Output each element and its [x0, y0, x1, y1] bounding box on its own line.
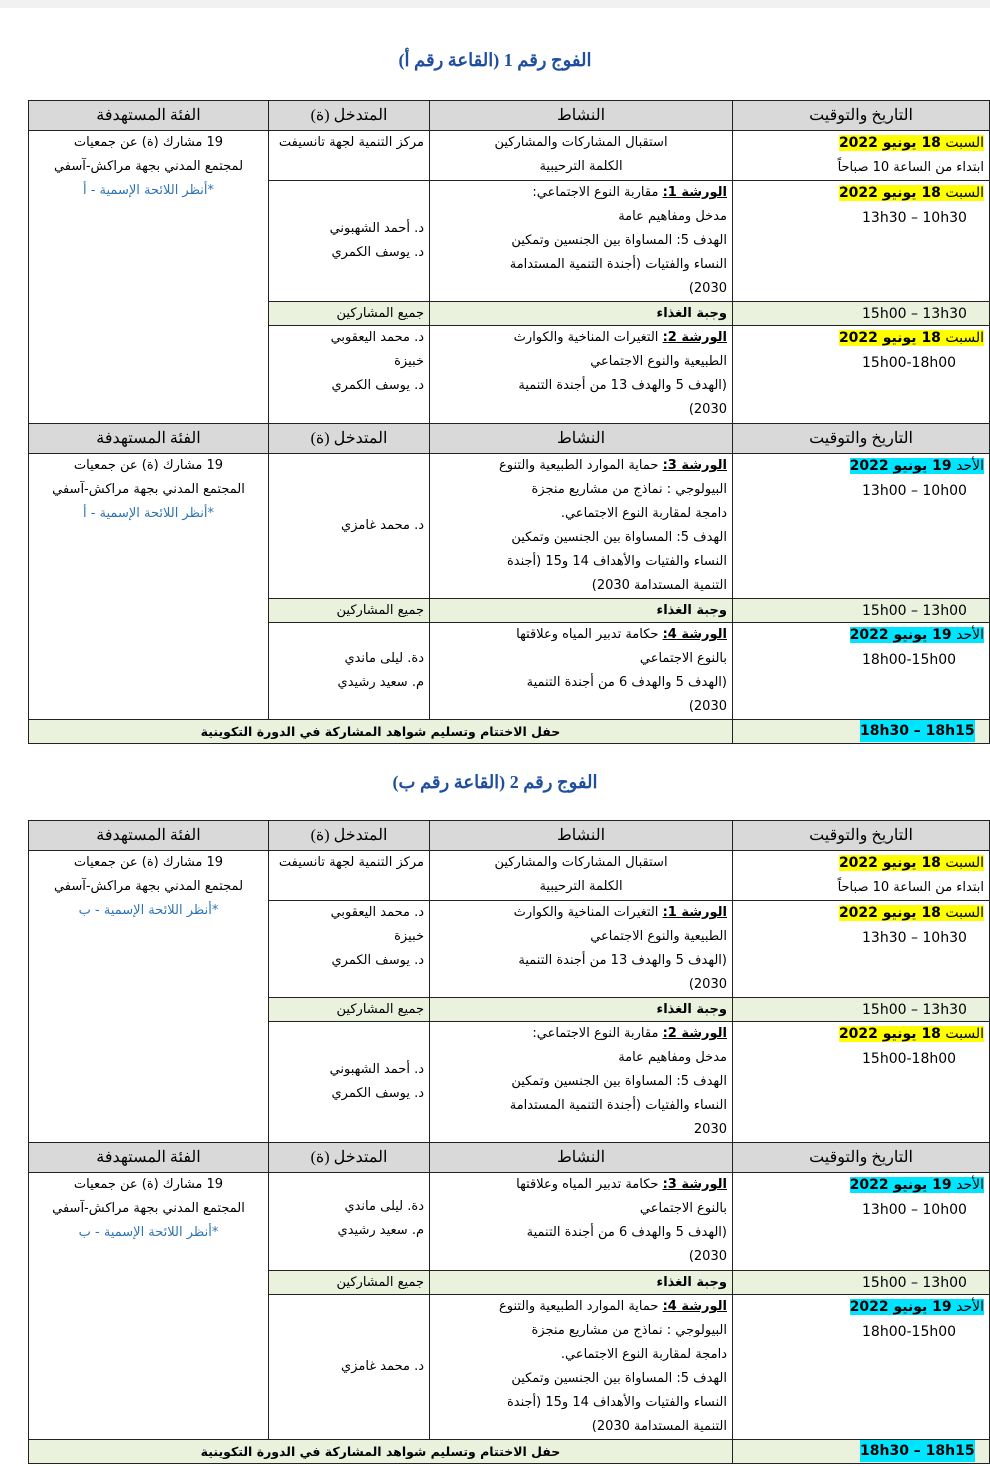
workshop-2-row: السبت 18 يونيو 2022 15h00-18h00 الورشة 2: مقاربة النوع الاجتماعي: مدخل ومفاهيم عامة الهدف 5: المساواة بين الجنسين وتمكين النساء والفتيات (أجندة التنمية المستدامة 2030 د. أحمد الشهبوني د. يوسف الكمري: [29, 1022, 990, 1143]
lunch-row: 15h00 – 13h30 وجبة الغذاء جميع المشاركين: [29, 998, 990, 1022]
workshop-3-date-cell: الأحد 19 يونيو 2022 13h00 – 10h00: [733, 454, 990, 599]
opening-activity-cell: استقبال المشاركات والمشاركين الكلمة الترحيبية: [430, 131, 733, 181]
workshop-2-speakers: د. محمد اليعقوبي خبيزة د. يوسف الكمري: [269, 326, 430, 424]
workshop-3-row: الأحد 19 يونيو 2022 13h00 – 10h00 الورشة 3: حكامة تدبير المياه وعلاقتها بالنوع الاجتماعي (الهدف 5 والهدف 6 من أجندة التنمية 2030) دة. ليلى ماندي م. سعيد رشيدي 19 مشارك (ة) عن جمعيات المجتمع المدني بجهة مراكش-آسفي *أنظر اللائحة الإسمية - ب: [29, 1173, 990, 1271]
target-group-2: 19 مشارك (ة) عن جمعيات المجتمع المدني بجهة مراكش-آسفي *أنظر اللائحة الإسمية - أ: [29, 454, 269, 720]
closing-time: 18h30 – 18h15: [860, 720, 975, 742]
lunch-row: 15h00 – 13h00 وجبة الغذاء جميع المشاركين: [29, 1271, 990, 1295]
table-header-row: التاريخ والتوقيت النشاط المتدخل (ة) الفئة المستهدفة: [29, 424, 990, 454]
workshop-2-activity: الورشة 2: التغيرات المناخية والكوارث الطبيعية والنوع الاجتماعي (الهدف 5 والهدف 13 من أجندة التنمية 2030): [430, 326, 733, 424]
workshop-3-speakers: د. محمد غامزي: [269, 454, 430, 599]
workshop-1-time: 13h30 – 10h30: [862, 210, 967, 226]
closing-row: [29, 720, 990, 744]
closing-row: 18h30 – 18h15 حفل الاختتام وتسليم شواهد المشاركة في الدورة التكوينية: [29, 1440, 990, 1464]
workshop-3-row: [29, 454, 990, 599]
opening-date-cell: [733, 131, 990, 181]
workshop-4-date-cell: الأحد 19 يونيو 2022 18h00-15h00: [733, 623, 990, 720]
header-target: الفئة المستهدفة: [29, 101, 269, 131]
date-highlight: السبت 18 يونيو 2022: [838, 135, 984, 151]
target-group-2: 19 مشارك (ة) عن جمعيات المجتمع المدني بجهة مراكش-آسفي *أنظر اللائحة الإسمية - ب: [29, 1173, 269, 1440]
table-header-row: [29, 101, 990, 131]
workshop-4-activity: الورشة 4: حكامة تدبير المياه وعلاقتها بالنوع الاجتماعي (الهدف 5 والهدف 6 من أجندة التنمية 2030): [430, 623, 733, 720]
workshop-4-speakers: دة. ليلى ماندي م. سعيد رشيدي: [269, 623, 430, 720]
workshop-1-speakers: د. أحمد الشهبوني د. يوسف الكمري: [269, 181, 430, 302]
opening-time: ابتداء من الساعة 10 صباحاً: [837, 160, 984, 175]
section1-title: الفوج رقم 1 (القاعة رقم أ): [398, 50, 592, 70]
header-activity: النشاط: [430, 101, 733, 131]
closing-text: حفل الاختتام وتسليم شواهد المشاركة في الدورة التكوينية: [29, 720, 733, 744]
table-header-row: التاريخ والتوقيت النشاط المتدخل (ة) الفئة المستهدفة: [29, 821, 990, 851]
workshop-1-date-cell: السبت 18 يونيو 2022 13h30 – 10h30: [733, 181, 990, 302]
section1-table: [28, 100, 990, 744]
target-group-1: 19 مشارك (ة) عن جمعيات لمجتمع المدني بجهة مراكش-آسفي *أنظر اللائحة الإسمية - أ: [29, 131, 269, 424]
target-group-1: 19 مشارك (ة) عن جمعيات لمجتمع المدني بجهة مراكش-آسفي *أنظر اللائحة الإسمية - ب: [29, 851, 269, 1143]
opening-speaker: مركز التنمية لجهة تانسيفت: [269, 131, 430, 181]
opening-row: [29, 131, 990, 181]
workshop-1-row: السبت 18 يونيو 2022 13h30 – 10h30 الورشة 1: التغيرات المناخية والكوارث الطبيعية والنوع الاجتماعي (الهدف 5 والهدف 13 من أجندة التنمية 2030) د. محمد اليعقوبي خبيزة د. يوسف الكمري: [29, 901, 990, 998]
workshop-4-row: الأحد 19 يونيو 2022 18h00-15h00 الورشة 4: حماية الموارد الطبيعية والتنوع البيولوجي : نماذج من مشاريع منجزة دامجة لمقاربة النوع الاجتماعي. الهدف 5: المساواة بين الجنسين وتمكين النساء والفتيات والأهداف 14 و15 (أجندة التنمية المستدامة 2030) د. محمد غامزي: [29, 1295, 990, 1440]
workshop-3-activity: الورشة 3: حماية الموارد الطبيعية والتنوع البيولوجي : نماذج من مشاريع منجزة دامجة لمقاربة النوع الاجتماعي. الهدف 5: المساواة بين الجنسين وتمكين النساء والفتيات والأهداف 14 و15 (أجندة التنمية المستدامة 2030): [430, 454, 733, 599]
top-strip: [0, 0, 990, 8]
workshop-2-date-cell: السبت 18 يونيو 2022 15h00-18h00: [733, 326, 990, 424]
header-date: التاريخ والتوقيت: [733, 101, 990, 131]
lunch-row: 15h00 – 13h00 وجبة الغذاء جميع المشاركين: [29, 599, 990, 623]
table-header-row: التاريخ والتوقيت النشاط المتدخل (ة) الفئة المستهدفة: [29, 1143, 990, 1173]
header-speaker: المتدخل (ة): [269, 101, 430, 131]
section2-title: الفوج رقم 2 (القاعة رقم ب): [392, 772, 598, 792]
lunch-row: 15h00 – 13h30 وجبة الغذاء جميع المشاركين: [29, 302, 990, 326]
workshop-1-activity: الورشة 1: مقاربة النوع الاجتماعي: مدخل ومفاهيم عامة الهدف 5: المساواة بين الجنسين وتمكين النساء والفتيات (أجندة التنمية المستدامة 2030): [430, 181, 733, 302]
section2-table: [28, 820, 990, 1464]
opening-row: السبت 18 يونيو 2022 ابتداء من الساعة 10 صباحاً استقبال المشاركات والمشاركين الكلمة الترحيبية مركز التنمية لجهة تانسيفت 19 مشارك (ة) عن جمعيات لمجتمع المدني بجهة مراكش-آسفي *أنظر اللائحة الإسمية - ب: [29, 851, 990, 901]
